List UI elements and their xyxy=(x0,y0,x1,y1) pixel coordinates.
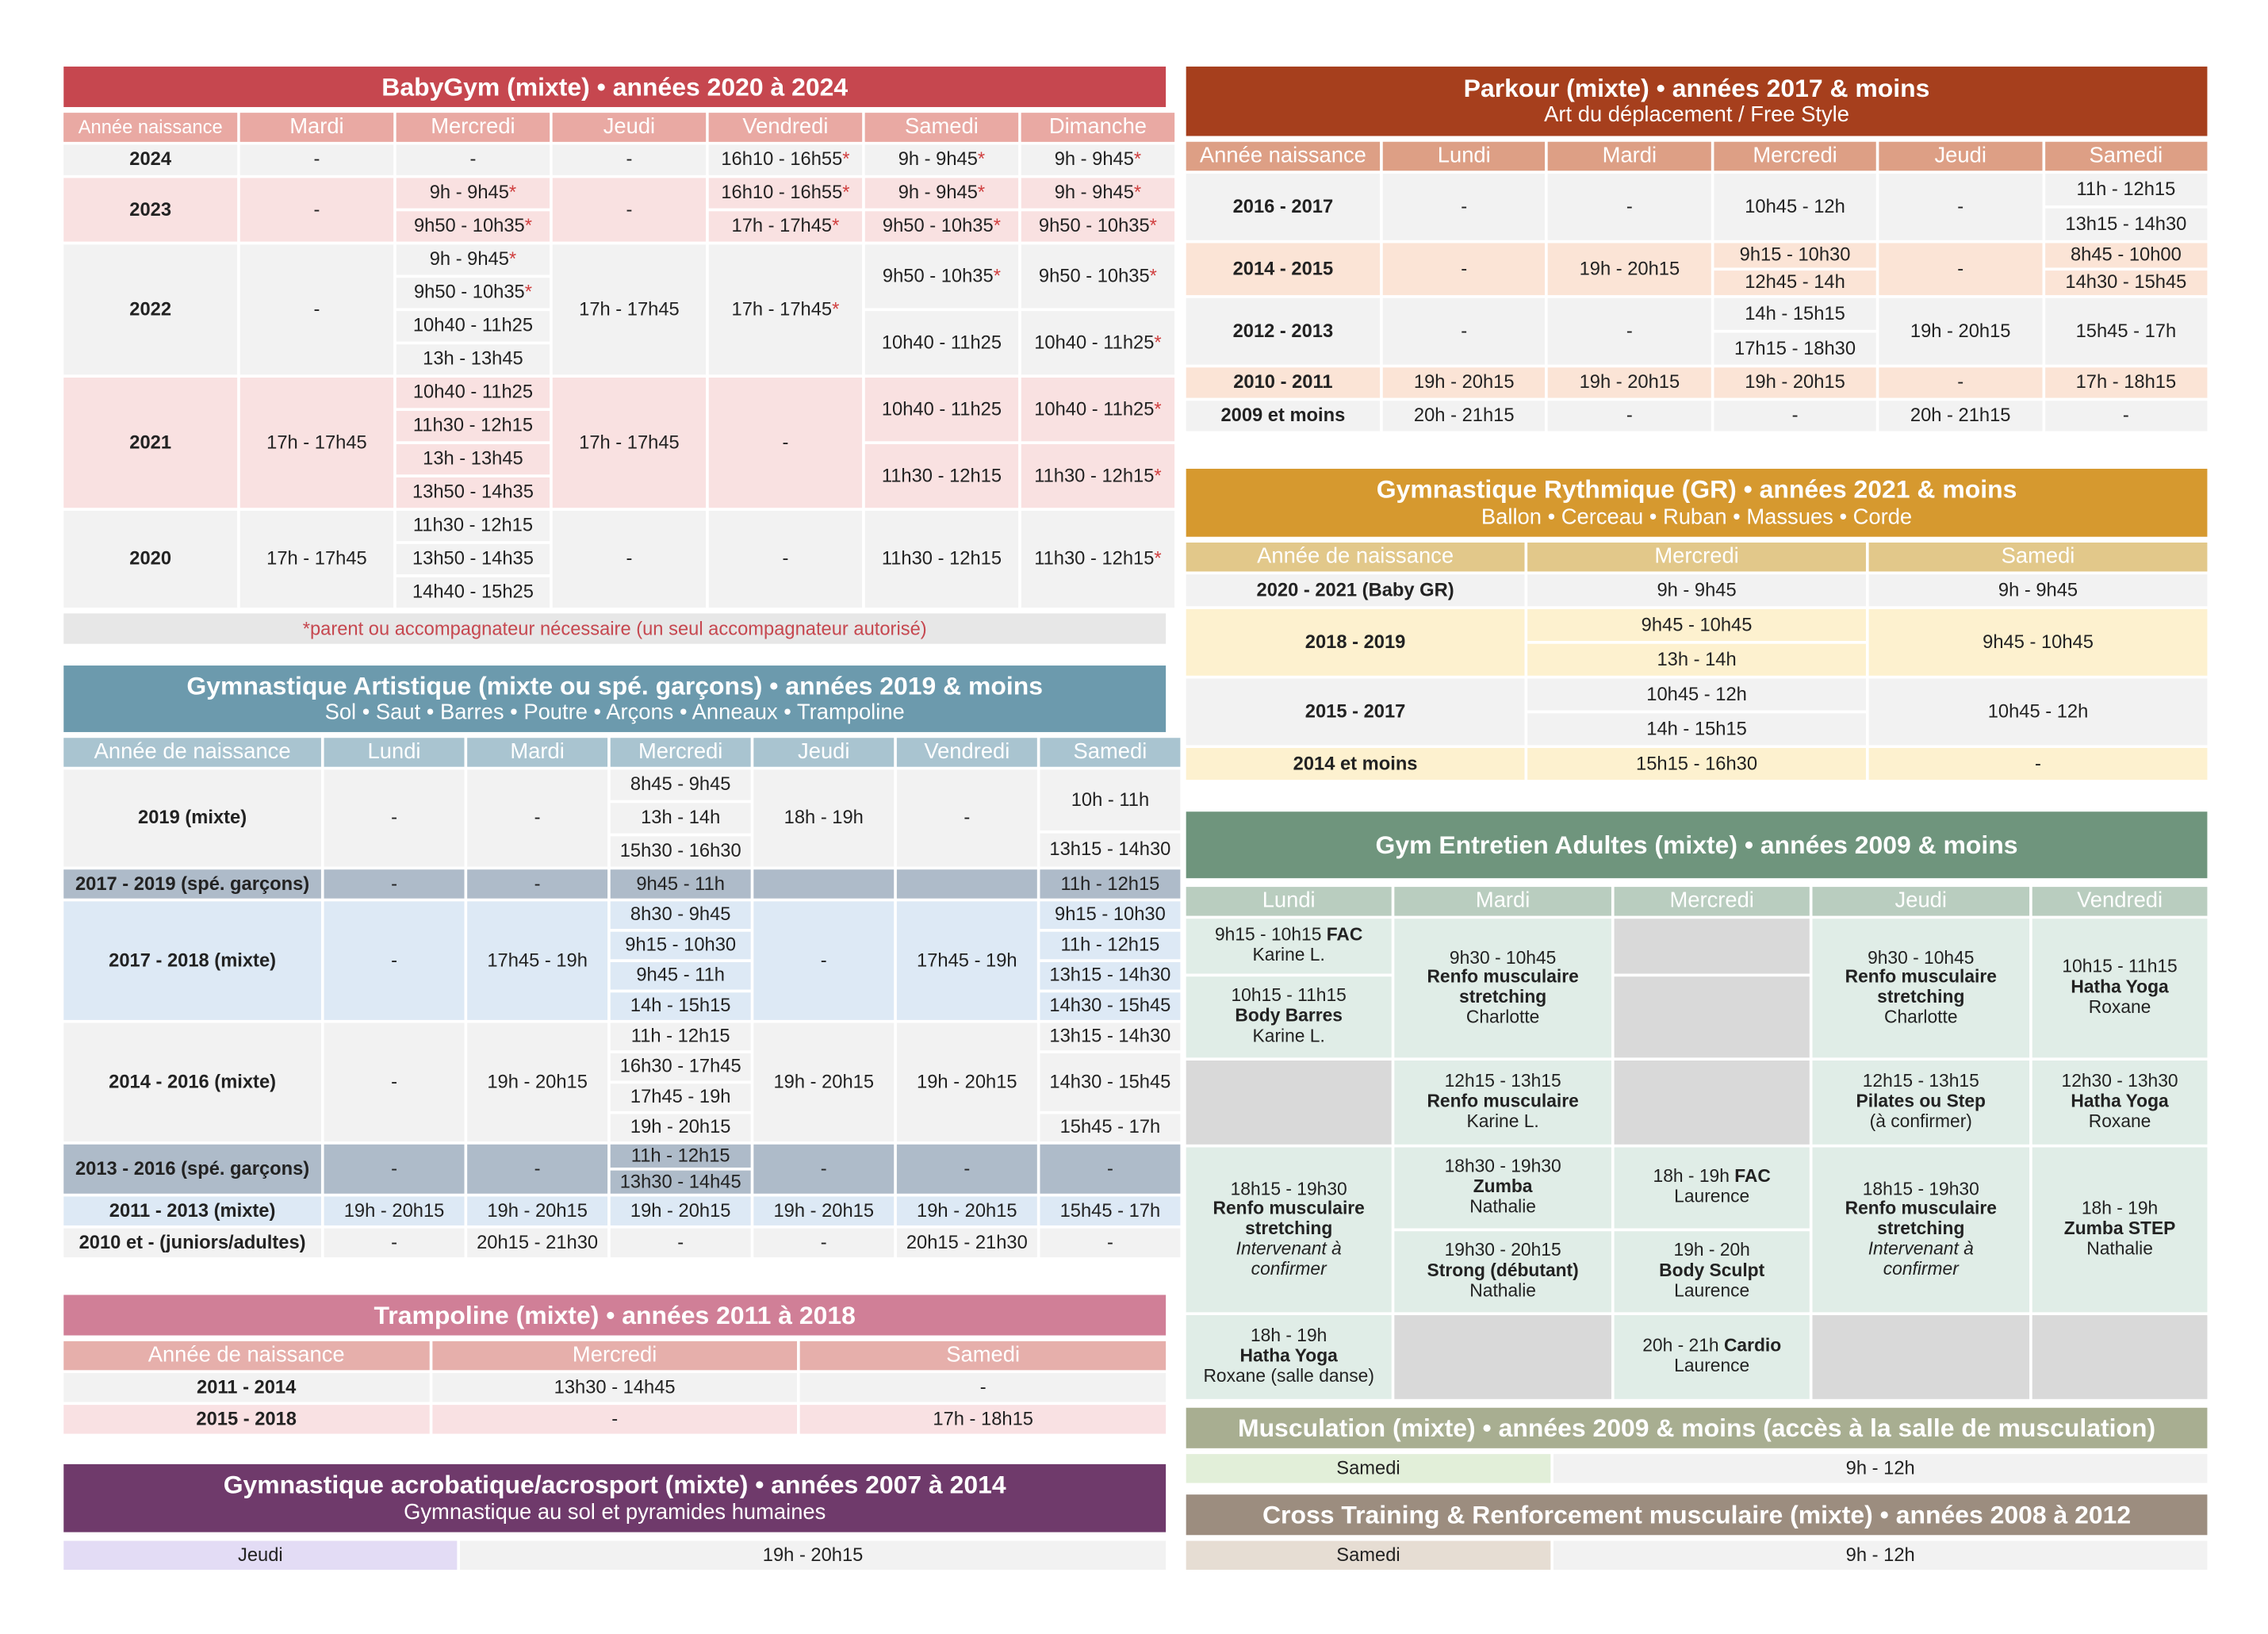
cell: 19h - 20h15 xyxy=(1714,367,1876,397)
cell: 10h40 - 11h25 xyxy=(397,311,550,341)
row-label: 2016 - 2017 xyxy=(1186,174,1380,240)
col-mercredi: Mercredi xyxy=(1527,543,1866,571)
cell: 15h45 - 17h xyxy=(2044,298,2207,365)
cell: 8h30 - 9h45 xyxy=(611,901,751,929)
adultes-table xyxy=(1183,884,2210,1402)
col-jeudi: Jeudi xyxy=(753,738,894,766)
cell: 13h - 14h xyxy=(611,803,751,833)
col-annee: Année de naissance xyxy=(1186,543,1525,571)
col-annee: Année de naissance xyxy=(63,738,321,766)
cell: 17h - 18h15 xyxy=(2044,367,2207,397)
cell: 9h15 - 10h30 xyxy=(1714,243,1876,267)
cell: - xyxy=(897,769,1037,866)
cell: 8h45 - 10h00 xyxy=(2044,243,2207,267)
cell: 10h - 11h xyxy=(1040,769,1180,830)
course-cell: 9h15 - 10h15 FAC Karine L. xyxy=(1186,919,1392,973)
cell: 9h50 - 10h35* xyxy=(397,211,550,241)
table-row xyxy=(1186,243,2208,267)
trampoline-table xyxy=(61,1338,1169,1436)
cell xyxy=(753,869,894,898)
cell: - xyxy=(1714,401,1876,431)
col-samedi: Samedi xyxy=(2044,142,2207,171)
col-mardi: Mardi xyxy=(240,113,393,141)
col-jeudi: Jeudi xyxy=(1879,142,2042,171)
cell: 14h30 - 15h45 xyxy=(2044,270,2207,295)
col-mercredi: Mercredi xyxy=(397,113,550,141)
row-label: 2018 - 2019 xyxy=(1186,609,1525,676)
cell: 16h10 - 16h55* xyxy=(709,144,862,175)
cell: 17h - 17h45 xyxy=(553,244,706,374)
cell: 10h45 - 12h xyxy=(1869,678,2208,745)
table-row xyxy=(63,769,1180,797)
parkour-header xyxy=(1186,67,2208,136)
col-mercredi: Mercredi xyxy=(1615,887,1810,915)
cell: 17h - 17h45* xyxy=(709,244,862,374)
cross-section xyxy=(1186,1494,2208,1570)
cell: 11h30 - 12h15 xyxy=(397,511,550,541)
row-label: 2015 - 2018 xyxy=(63,1405,429,1433)
cell xyxy=(897,869,1037,898)
parkour-section xyxy=(1186,67,2208,434)
cell: 19h - 20h15 xyxy=(897,1196,1037,1225)
cell: 9h15 - 10h30 xyxy=(611,932,751,960)
col-lundi: Lundi xyxy=(324,738,465,766)
babygym-section xyxy=(63,67,1166,644)
col-mercredi: Mercredi xyxy=(611,738,751,766)
cell: 17h - 17h45 xyxy=(240,378,393,508)
table-row xyxy=(1186,1061,2208,1145)
babygym-note: *parent ou accompagnateur nécessaire (un seul accompagnateur autorisé) xyxy=(63,613,1166,643)
empty-cell xyxy=(1394,1315,1611,1399)
muscu-header xyxy=(1186,1408,2208,1448)
table-row xyxy=(63,244,1174,274)
cell: 9h45 - 10h45 xyxy=(1869,609,2208,676)
acro-day: Jeudi xyxy=(63,1541,457,1570)
cell: 13h15 - 14h30 xyxy=(1040,1023,1180,1051)
cell: 11h30 - 12h15* xyxy=(1021,511,1174,608)
cell: 11h - 12h15 xyxy=(2044,174,2207,205)
cell: 11h - 12h15 xyxy=(1040,869,1180,898)
table-row xyxy=(63,1405,1166,1433)
table-row xyxy=(63,511,1174,541)
col-annee: Année naissance xyxy=(63,113,237,141)
course-cell: 18h15 - 19h30 Renfo musculaire stretching Intervenant à confirmer xyxy=(1812,1147,2029,1312)
col-samedi: Samedi xyxy=(1040,738,1180,766)
table-row xyxy=(1186,298,2208,330)
row-label: 2020 - 2021 (Baby GR) xyxy=(1186,574,1525,606)
cell: 16h30 - 17h45 xyxy=(611,1053,751,1081)
cell: 9h50 - 10h35* xyxy=(397,278,550,308)
table-row xyxy=(1186,174,2208,205)
gr-header xyxy=(1186,469,2208,537)
gr-title: Gymnastique Rythmique (GR) • années 2021 & moins xyxy=(1376,475,2017,504)
cell: 19h - 20h15 xyxy=(467,1196,607,1225)
row-label: 2011 - 2013 (mixte) xyxy=(63,1196,321,1225)
cell: 10h40 - 11h25 xyxy=(865,378,1018,441)
cross-day: Samedi xyxy=(1186,1541,1551,1570)
col-samedi: Samedi xyxy=(1869,543,2208,571)
cell: - xyxy=(1040,1229,1180,1257)
cell: - xyxy=(611,1229,751,1257)
artistique-title: Gymnastique Artistique (mixte ou spé. garçons) • années 2019 & moins xyxy=(186,671,1043,700)
row-label: 2010 - 2011 xyxy=(1186,367,1380,397)
table-row xyxy=(1186,748,2208,780)
row-label: 2011 - 2014 xyxy=(63,1373,429,1402)
table-row xyxy=(1186,367,2208,397)
cell: - xyxy=(240,178,393,241)
col-vendredi: Vendredi xyxy=(897,738,1037,766)
cell: 14h40 - 15h25 xyxy=(397,577,550,608)
cell: 20h - 21h15 xyxy=(1879,401,2042,431)
cell: 13h15 - 14h30 xyxy=(1040,962,1180,990)
course-cell: 18h15 - 19h30 Renfo musculaire stretching Intervenant à confirmer xyxy=(1186,1147,1392,1312)
row-label: 2014 et moins xyxy=(1186,748,1525,780)
cell: 14h - 15h15 xyxy=(611,992,751,1020)
cell: 17h45 - 19h xyxy=(611,1084,751,1111)
muscu-title: Musculation (mixte) • années 2009 & moins (accès à la salle de musculation) xyxy=(1237,1413,2156,1443)
cross-time: 9h - 12h xyxy=(1554,1541,2207,1570)
row-label: 2013 - 2016 (spé. garçons) xyxy=(63,1145,321,1194)
row-label: 2017 - 2018 (mixte) xyxy=(63,901,321,1020)
course-cell: 18h30 - 19h30 Zumba Nathalie xyxy=(1394,1147,1611,1228)
cell: 19h - 20h15 xyxy=(753,1023,894,1142)
acro-subtitle: Gymnastique au sol et pyramides humaines xyxy=(404,1500,826,1525)
col-mercredi: Mercredi xyxy=(1714,142,1876,171)
table-row xyxy=(63,1023,1180,1051)
cell: 11h - 12h15 xyxy=(611,1145,751,1168)
row-label: 2019 (mixte) xyxy=(63,769,321,866)
cell: - xyxy=(1548,401,1711,431)
cell: 14h - 15h15 xyxy=(1714,298,1876,330)
cell: - xyxy=(397,144,550,175)
cell: - xyxy=(1383,174,1546,240)
cell: - xyxy=(467,769,607,866)
table-row xyxy=(63,1229,1180,1257)
course-cell: 19h - 20h Body Sculpt Laurence xyxy=(1615,1231,1810,1312)
artistique-header xyxy=(63,665,1166,732)
cell: - xyxy=(1879,174,2042,240)
course-cell: 10h15 - 11h15 Body Barres Karine L. xyxy=(1186,976,1392,1057)
table-row xyxy=(63,378,1174,408)
cell: 13h50 - 14h35 xyxy=(397,478,550,508)
cell: 13h30 - 14h45 xyxy=(611,1171,751,1194)
cell: 10h40 - 11h25* xyxy=(1021,378,1174,441)
cell: 19h - 20h15 xyxy=(753,1196,894,1225)
cell: - xyxy=(432,1405,798,1433)
cell: - xyxy=(1869,748,2208,780)
cell: 10h40 - 11h25* xyxy=(1021,311,1174,374)
row-label: 2009 et moins xyxy=(1186,401,1380,431)
cell: 9h - 9h45* xyxy=(1021,178,1174,208)
cell: - xyxy=(753,1145,894,1194)
course-cell: 9h30 - 10h45 Renfo musculaire stretching Charlotte xyxy=(1394,919,1611,1057)
table-row xyxy=(63,901,1180,929)
cell: 19h - 20h15 xyxy=(611,1196,751,1225)
cross-row xyxy=(1186,1541,2208,1570)
muscu-time: 9h - 12h xyxy=(1554,1454,2207,1482)
course-cell: 12h15 - 13h15 Pilates ou Step (à confirmer) xyxy=(1812,1061,2029,1145)
cell: 13h - 14h xyxy=(1527,644,1866,676)
cell: - xyxy=(1879,367,2042,397)
table-row xyxy=(63,869,1180,898)
cell: 13h15 - 14h30 xyxy=(2044,209,2207,240)
cell: 9h - 9h45* xyxy=(1021,144,1174,175)
cross-title: Cross Training & Renforcement musculaire (mixte) • années 2008 à 2012 xyxy=(1262,1500,2132,1529)
cell: - xyxy=(897,1145,1037,1194)
parkour-subtitle: Art du déplacement / Free Style xyxy=(1544,103,1849,128)
cell: 17h - 17h45 xyxy=(240,511,393,608)
row-label: 2015 - 2017 xyxy=(1186,678,1525,745)
cell: 8h45 - 9h45 xyxy=(611,769,751,800)
cross-header xyxy=(1186,1494,2208,1535)
cell: - xyxy=(753,901,894,1020)
empty-cell xyxy=(1186,1061,1392,1145)
cell: 9h - 9h45 xyxy=(1869,574,2208,606)
cell: 14h30 - 15h45 xyxy=(1040,1053,1180,1111)
cell: - xyxy=(1383,243,1546,295)
empty-cell xyxy=(1812,1315,2029,1399)
cell: 17h15 - 18h30 xyxy=(1714,333,1876,365)
cell: - xyxy=(1383,298,1546,365)
cell: - xyxy=(1879,243,2042,295)
course-cell: 18h - 19h FAC Laurence xyxy=(1615,1147,1810,1228)
cell: 17h45 - 19h xyxy=(467,901,607,1020)
col-jeudi: Jeudi xyxy=(553,113,706,141)
cell: - xyxy=(324,869,465,898)
table-row xyxy=(1186,574,2208,606)
table-row xyxy=(1186,678,2208,710)
cell: 19h - 20h15 xyxy=(1548,367,1711,397)
adultes-section xyxy=(1186,811,2208,1402)
course-cell: 20h - 21h Cardio Laurence xyxy=(1615,1315,1810,1399)
col-lundi: Lundi xyxy=(1383,142,1546,171)
cell: 13h - 13h45 xyxy=(397,444,550,474)
cell: 10h40 - 11h25 xyxy=(397,378,550,408)
cell: 19h - 20h15 xyxy=(1383,367,1546,397)
cell: 9h15 - 10h30 xyxy=(1040,901,1180,929)
col-samedi: Samedi xyxy=(800,1341,1166,1370)
cell: - xyxy=(324,1023,465,1142)
gr-section xyxy=(1186,469,2208,783)
cell: 10h45 - 12h xyxy=(1714,174,1876,240)
cell: 9h50 - 10h35* xyxy=(1021,211,1174,241)
col-vendredi: Vendredi xyxy=(709,113,862,141)
row-label: 2022 xyxy=(63,244,237,374)
cell: - xyxy=(324,1229,465,1257)
row-label: 2020 xyxy=(63,511,237,608)
table-row xyxy=(1186,1315,2208,1399)
cell: 17h - 17h45 xyxy=(553,378,706,508)
empty-cell xyxy=(2032,1315,2208,1399)
cell: 15h30 - 16h30 xyxy=(611,836,751,866)
adultes-header xyxy=(1186,811,2208,878)
col-jeudi: Jeudi xyxy=(1812,887,2029,915)
cell: 9h - 9h45* xyxy=(865,178,1018,208)
cell: - xyxy=(1548,174,1711,240)
row-label: 2012 - 2013 xyxy=(1186,298,1380,365)
acro-time: 19h - 20h15 xyxy=(460,1541,1166,1570)
cell: - xyxy=(553,144,706,175)
cell: 15h15 - 16h30 xyxy=(1527,748,1866,780)
acro-section xyxy=(63,1464,1166,1570)
cell: 13h30 - 14h45 xyxy=(432,1373,798,1402)
cell: 19h - 20h15 xyxy=(897,1023,1037,1142)
course-cell: 19h30 - 20h15 Strong (débutant) Nathalie xyxy=(1394,1231,1611,1312)
cell: - xyxy=(240,244,393,374)
cell: 9h45 - 11h xyxy=(611,869,751,898)
cell: 16h10 - 16h55* xyxy=(709,178,862,208)
cell: 15h45 - 17h xyxy=(1040,1114,1180,1141)
muscu-row xyxy=(1186,1454,2208,1482)
cell: 9h45 - 11h xyxy=(611,962,751,990)
row-label: 2021 xyxy=(63,378,237,508)
course-cell: 10h15 - 11h15 Hatha Yoga Roxane xyxy=(2032,919,2208,1057)
babygym-table xyxy=(61,110,1178,611)
course-cell: 9h30 - 10h45 Renfo musculaire stretching Charlotte xyxy=(1812,919,2029,1057)
row-label: 2017 - 2019 (spé. garçons) xyxy=(63,869,321,898)
cell: 19h - 20h15 xyxy=(467,1023,607,1142)
cell: - xyxy=(324,901,465,1020)
cell: 12h45 - 14h xyxy=(1714,270,1876,295)
artistique-section xyxy=(63,665,1171,1260)
row-label: 2014 - 2015 xyxy=(1186,243,1380,295)
cell: - xyxy=(709,378,862,508)
cell: 9h - 9h45* xyxy=(397,178,550,208)
table-row xyxy=(63,178,1174,208)
cell: 17h - 18h15 xyxy=(800,1405,1166,1433)
cell: - xyxy=(240,144,393,175)
cell: 15h45 - 17h xyxy=(1040,1196,1180,1225)
trampoline-header xyxy=(63,1295,1166,1335)
table-row xyxy=(63,144,1174,175)
trampoline-section xyxy=(63,1295,1166,1436)
cell: 11h30 - 12h15 xyxy=(865,511,1018,608)
row-label: 2023 xyxy=(63,178,237,241)
cell: 9h50 - 10h35* xyxy=(865,244,1018,308)
artistique-subtitle: Sol • Saut • Barres • Poutre • Arçons • Anneaux • Trampoline xyxy=(324,700,905,726)
cell: 9h - 9h45* xyxy=(865,144,1018,175)
col-vendredi: Vendredi xyxy=(2032,887,2208,915)
parkour-title: Parkour (mixte) • années 2017 & moins xyxy=(1463,73,1930,103)
row-label: 2010 et - (juniors/adultes) xyxy=(63,1229,321,1257)
col-mardi: Mardi xyxy=(1394,887,1611,915)
acro-row xyxy=(63,1541,1166,1570)
empty-cell xyxy=(1615,1061,1810,1145)
cell: 18h - 19h xyxy=(753,769,894,866)
cell: - xyxy=(553,511,706,608)
table-row xyxy=(1186,401,2208,431)
col-mardi: Mardi xyxy=(1548,142,1711,171)
cell: 9h - 9h45* xyxy=(397,244,550,274)
cell: 10h45 - 12h xyxy=(1527,678,1866,710)
cell: 20h15 - 21h30 xyxy=(467,1229,607,1257)
acro-header xyxy=(63,1464,1166,1532)
muscu-section xyxy=(1186,1408,2208,1483)
cell: 17h - 17h45* xyxy=(709,211,862,241)
cell: - xyxy=(467,869,607,898)
cell: 11h30 - 12h15 xyxy=(397,411,550,441)
table-row xyxy=(63,1196,1180,1225)
cell: - xyxy=(553,178,706,241)
babygym-title: BabyGym (mixte) • années 2020 à 2024 xyxy=(381,71,849,102)
cell: - xyxy=(2044,401,2207,431)
cell: - xyxy=(1548,298,1711,365)
row-label: 2014 - 2016 (mixte) xyxy=(63,1023,321,1142)
cell: 10h40 - 11h25 xyxy=(865,311,1018,374)
course-cell: 12h15 - 13h15 Renfo musculaire Karine L. xyxy=(1394,1061,1611,1145)
cell: - xyxy=(800,1373,1166,1402)
artistique-table xyxy=(61,735,1183,1260)
row-label: 2024 xyxy=(63,144,237,175)
cell: - xyxy=(1040,1145,1180,1194)
gr-table xyxy=(1183,539,2210,782)
cell: 19h - 20h15 xyxy=(611,1114,751,1141)
cell: - xyxy=(709,511,862,608)
cell: 13h15 - 14h30 xyxy=(1040,834,1180,867)
table-row xyxy=(1186,919,2208,973)
table-row xyxy=(1186,1147,2208,1228)
cell: - xyxy=(324,1145,465,1194)
table-row xyxy=(63,1145,1180,1168)
adultes-title: Gym Entretien Adultes (mixte) • années 2009 & moins xyxy=(1375,830,2018,860)
cell: 9h50 - 10h35* xyxy=(1021,244,1174,308)
cell: 19h - 20h15 xyxy=(1548,243,1711,295)
col-mardi: Mardi xyxy=(467,738,607,766)
cell: 9h45 - 10h45 xyxy=(1527,609,1866,641)
course-cell: 18h - 19h Hatha Yoga Roxane (salle danse) xyxy=(1186,1315,1392,1399)
col-samedi: Samedi xyxy=(865,113,1018,141)
cell: 19h - 20h15 xyxy=(324,1196,465,1225)
cell: 9h50 - 10h35* xyxy=(865,211,1018,241)
course-cell: 18h - 19h Zumba STEP Nathalie xyxy=(2032,1147,2208,1312)
cell: - xyxy=(467,1145,607,1194)
cell: 13h - 13h45 xyxy=(397,344,550,374)
cell: 17h45 - 19h xyxy=(897,901,1037,1020)
course-cell: 12h30 - 13h30 Hatha Yoga Roxane xyxy=(2032,1061,2208,1145)
muscu-day: Samedi xyxy=(1186,1454,1551,1482)
col-dimanche: Dimanche xyxy=(1021,113,1174,141)
babygym-header xyxy=(63,67,1166,107)
parkour-table xyxy=(1183,139,2210,434)
cell: 11h30 - 12h15 xyxy=(865,444,1018,508)
cell: - xyxy=(753,1229,894,1257)
table-row xyxy=(1186,609,2208,641)
cell: 14h30 - 15h45 xyxy=(1040,992,1180,1020)
cell: 14h - 15h15 xyxy=(1527,713,1866,745)
cell: 20h - 21h15 xyxy=(1383,401,1546,431)
gr-subtitle: Ballon • Cerceau • Ruban • Massues • Corde xyxy=(1481,504,1913,530)
cell: 20h15 - 21h30 xyxy=(897,1229,1037,1257)
cell: 11h - 12h15 xyxy=(611,1023,751,1051)
table-row xyxy=(63,1373,1166,1402)
empty-cell xyxy=(1615,919,1810,973)
col-annee: Année naissance xyxy=(1186,142,1380,171)
cell: 11h - 12h15 xyxy=(1040,932,1180,960)
cell: - xyxy=(324,769,465,866)
cell: 13h50 - 14h35 xyxy=(397,544,550,574)
col-lundi: Lundi xyxy=(1186,887,1392,915)
cell: 9h - 9h45 xyxy=(1527,574,1866,606)
empty-cell xyxy=(1615,976,1810,1057)
cell: 11h30 - 12h15* xyxy=(1021,444,1174,508)
col-annee: Année de naissance xyxy=(63,1341,429,1370)
cell: 19h - 20h15 xyxy=(1879,298,2042,365)
acro-title: Gymnastique acrobatique/acrosport (mixte) • années 2007 à 2014 xyxy=(223,1470,1006,1500)
col-mercredi: Mercredi xyxy=(432,1341,798,1370)
trampoline-title: Trampoline (mixte) • années 2011 à 2018 xyxy=(374,1300,856,1329)
